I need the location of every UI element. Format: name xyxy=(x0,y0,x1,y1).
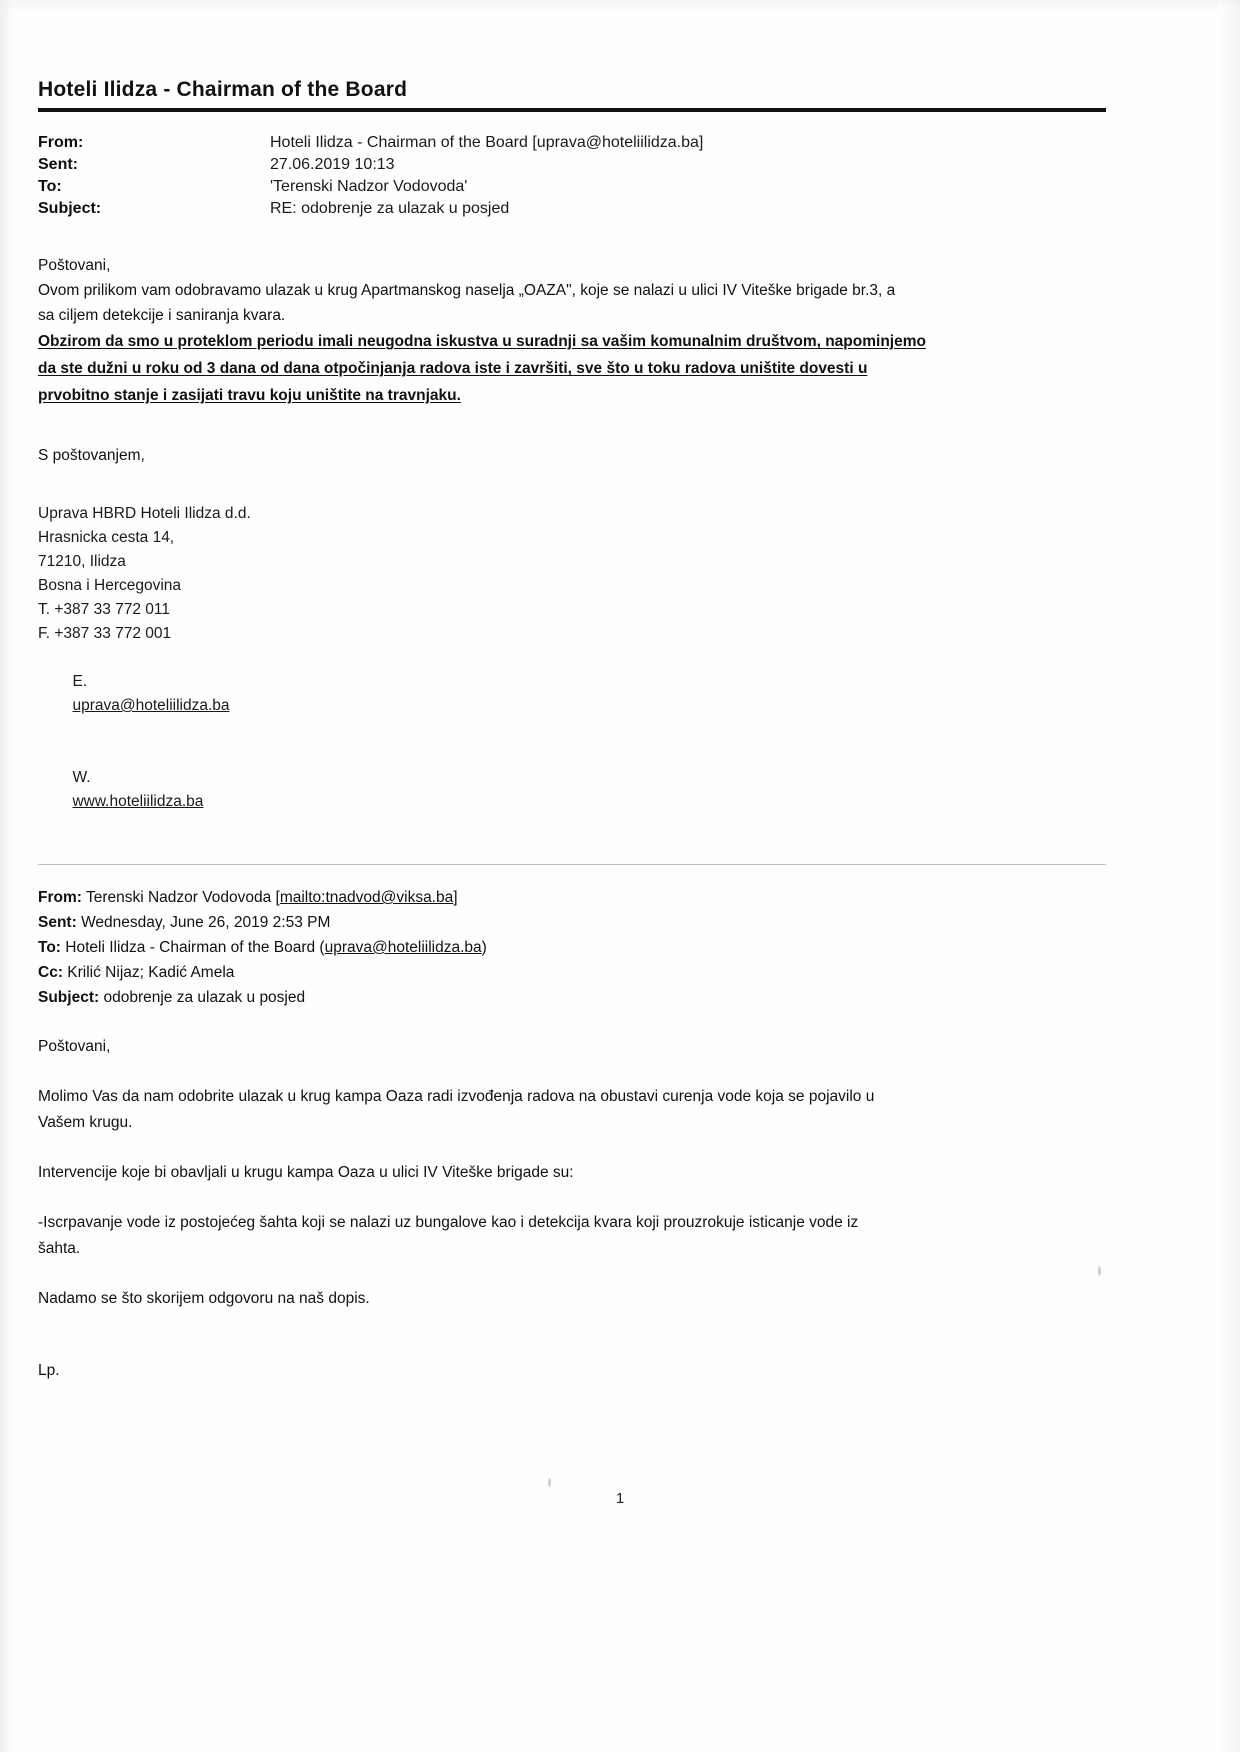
signature-email-row xyxy=(38,646,1106,742)
header-row-subject xyxy=(38,198,1106,219)
signature-block xyxy=(38,502,1106,838)
quoted-para1-line2: Vašem krugu. xyxy=(38,1114,133,1131)
scan-speck xyxy=(548,1478,551,1487)
quoted-subject-value: odobrenje za ulazak u posjed xyxy=(103,989,306,1006)
quoted-to-email-link[interactable]: uprava@hoteliilidza.ba xyxy=(324,939,482,956)
signature-web-prefix: W. xyxy=(72,769,91,786)
quoted-row-cc xyxy=(38,960,1106,985)
quoted-to-suffix: ) xyxy=(481,939,487,956)
to-label: To: xyxy=(38,178,62,195)
signature-email-link[interactable]: uprava@hoteliilidza.ba xyxy=(72,697,230,714)
email-header-fields xyxy=(38,132,1106,219)
quoted-row-from xyxy=(38,885,1106,910)
signature-company: Uprava HBRD Hoteli Ilidza d.d. xyxy=(38,505,251,522)
to-value: 'Terenski Nadzor Vodovoda' xyxy=(270,178,468,195)
quoted-from-value: Terenski Nadzor Vodovoda [ xyxy=(85,889,280,906)
signature-email-prefix: E. xyxy=(72,673,88,690)
quoted-para4: Nadamo se što skorijem odgovoru na naš dopis. xyxy=(38,1290,370,1307)
quoted-para1-line1: Molimo Vas da nam odobrite ulazak u krug kampa Oaza radi izvođenja radova na obustavi curenja vode koja se pojavilo u xyxy=(38,1088,875,1105)
signature-web-link[interactable]: www.hoteliilidza.ba xyxy=(72,793,204,810)
quoted-row-subject xyxy=(38,985,1106,1010)
document-title: Hoteli Ilidza - Chairman of the Board xyxy=(38,78,408,101)
header-row-from xyxy=(38,132,1106,153)
message-emphasis-line3: prvobitno stanje i zasijati travu koju uništite na travnjaku. xyxy=(38,387,461,404)
quoted-from-label: From: xyxy=(38,889,82,906)
quoted-para3-line1: -Iscrpavanje vode iz postojećeg šahta koji se nalazi uz bungalove kao i detekcija kvara koji prouzrokuje isticanje vode iz xyxy=(38,1214,859,1231)
sent-value: 27.06.2019 10:13 xyxy=(270,156,395,173)
signature-telephone: T. +387 33 772 011 xyxy=(38,601,171,618)
quoted-sent-value: Wednesday, June 26, 2019 2:53 PM xyxy=(81,914,331,931)
signature-fax: F. +387 33 772 001 xyxy=(38,625,172,642)
quoted-para2: Intervencije koje bi obavljali u krugu kampa Oaza u ulici IV Viteške brigade su: xyxy=(38,1164,574,1181)
quoted-to-value: Hoteli Ilidza - Chairman of the Board ( xyxy=(65,939,325,956)
quoted-message-divider xyxy=(38,864,1106,865)
page-number: 1 xyxy=(615,1490,625,1507)
quoted-greeting: Poštovani, xyxy=(38,1038,111,1055)
from-label: From: xyxy=(38,134,84,151)
message-emphasis-line2: da ste dužni u roku od 3 dana od dana otpočinjanja radova iste i završiti, sve što u toku radova uništite dovesti u xyxy=(38,360,868,377)
subject-label: Subject: xyxy=(38,200,102,217)
quoted-from-mailto-link[interactable]: mailto:tnadvod@viksa.ba xyxy=(279,889,454,906)
quoted-message-body xyxy=(38,1034,1106,1384)
message-para1-line2: sa ciljem detekcije i saniranja kvara. xyxy=(38,307,286,324)
quoted-cc-label: Cc: xyxy=(38,964,63,981)
quoted-to-label: To: xyxy=(38,939,61,956)
sent-label: Sent: xyxy=(38,156,78,173)
message-closing: S poštovanjem, xyxy=(38,447,145,464)
quoted-para3-line2: šahta. xyxy=(38,1240,81,1257)
quoted-signoff: Lp. xyxy=(38,1362,60,1379)
header-row-to xyxy=(38,176,1106,197)
message-body xyxy=(38,253,1106,468)
quoted-sent-label: Sent: xyxy=(38,914,77,931)
scan-edge-top xyxy=(0,0,1240,14)
signature-country: Bosna i Hercegovina xyxy=(38,577,182,594)
title-divider xyxy=(38,108,1106,112)
quoted-row-to xyxy=(38,935,1106,960)
quoted-row-sent xyxy=(38,910,1106,935)
signature-city: 71210, Ilidza xyxy=(38,553,126,570)
quoted-subject-label: Subject: xyxy=(38,989,100,1006)
subject-value: RE: odobrenje za ulazak u posjed xyxy=(270,200,510,217)
signature-street: Hrasnicka cesta 14, xyxy=(38,529,175,546)
from-value: Hoteli Ilidza - Chairman of the Board [uprava@hoteliilidza.ba] xyxy=(270,134,704,151)
quoted-cc-value: Krilić Nijaz; Kadić Amela xyxy=(67,964,235,981)
header-row-sent xyxy=(38,154,1106,175)
message-emphasis-line1: Obzirom da smo u proteklom periodu imali neugodna iskustva u suradnji sa vašim komunalnim društvom, napominjemo xyxy=(38,333,926,350)
signature-web-row xyxy=(38,742,1106,838)
message-para1-line1: Ovom prilikom vam odobravamo ulazak u krug Apartmanskog naselja „OAZA", koje se nalazi u ulici IV Viteške brigade br.3, a xyxy=(38,282,896,299)
quoted-header-fields xyxy=(38,885,1106,1010)
quoted-from-suffix: ] xyxy=(453,889,458,906)
message-greeting: Poštovani, xyxy=(38,257,111,274)
document-content xyxy=(38,78,1106,1384)
